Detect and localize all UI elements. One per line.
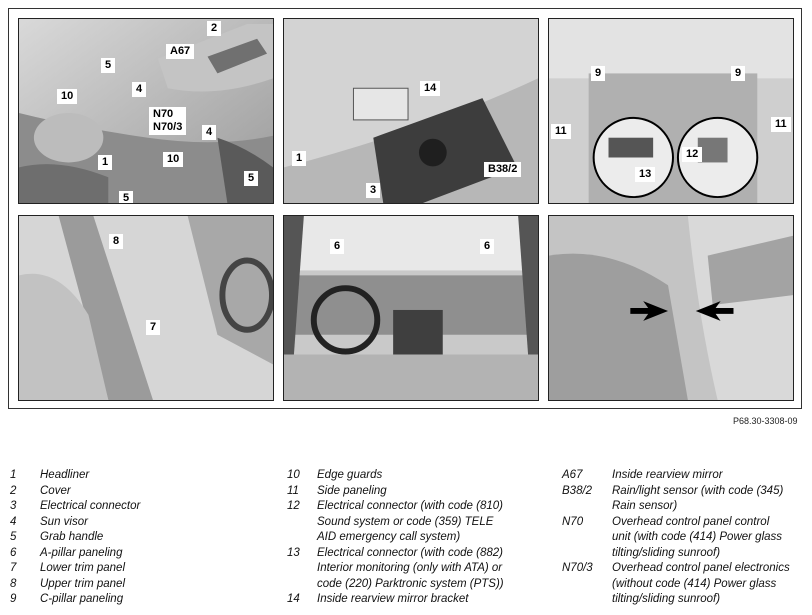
legend-item [10, 577, 260, 593]
legend-item-text: Electrical connector [40, 500, 141, 512]
photo-headliner-image [19, 19, 273, 203]
legend-column-3 [562, 468, 812, 608]
legend-column-1 [10, 468, 260, 608]
legend-item [287, 499, 552, 546]
callout-label: 5 [101, 58, 115, 73]
legend-item-number: 13 [287, 546, 300, 559]
legend-item-number: 10 [287, 469, 300, 481]
photo-trim-panels [18, 215, 274, 401]
legend-item-text: Headliner [40, 469, 90, 481]
legend-item-number: 6 [10, 546, 17, 559]
legend-item [562, 484, 812, 515]
photo-rear-pillars-image [549, 19, 793, 203]
callout-label: 11 [551, 124, 571, 139]
callout-label: 10 [163, 152, 183, 167]
callout-label: 5 [119, 191, 133, 204]
legend-item-number: 5 [10, 531, 17, 543]
callout-label: B38/2 [484, 162, 521, 177]
legend-item-text: C-pillar paneling [40, 593, 124, 605]
photo-mirror-bracket [283, 18, 539, 204]
photo-dashboard [283, 215, 539, 401]
legend-item-number: 3 [10, 500, 17, 512]
legend-item-number: 12 [287, 500, 300, 512]
legend-item-number: 9 [10, 593, 17, 605]
legend-item [287, 484, 552, 500]
legend-item-text: Sun visor [40, 515, 88, 528]
legend-item-number: N70/3 [562, 562, 593, 574]
legend-item [10, 515, 260, 531]
legend-item-number: N70 [562, 515, 584, 528]
callout-label: 3 [366, 183, 380, 198]
callout-label: 8 [109, 234, 123, 249]
photo-dashboard-image [284, 216, 538, 400]
legend-item-text: Grab handle [40, 531, 104, 543]
legend-item-number: 2 [10, 484, 17, 497]
callout-label: 9 [731, 66, 745, 81]
legend-item-text: Overhead control panel electronics (without code (414) Power glass tilting/sliding sunroof) [612, 562, 790, 605]
legend-item-number: 1 [10, 469, 17, 481]
callout-label: 13 [635, 167, 655, 182]
legend-item-number: B38/2 [562, 484, 593, 497]
photo-door-sill-image [549, 216, 793, 400]
legend-item-text: Edge guards [317, 469, 383, 481]
callout-label: 10 [57, 89, 77, 104]
legend-item [562, 515, 812, 562]
figure-code: P68.30-3308-09 [733, 416, 798, 426]
legend-item-text: Cover [40, 484, 71, 497]
legend-item [10, 499, 260, 515]
callout-label: 2 [207, 21, 221, 36]
legend-item [562, 561, 812, 608]
callout-label: 12 [682, 147, 702, 162]
callout-label: 4 [202, 125, 216, 140]
callout-label: 4 [132, 82, 146, 97]
legend-item [10, 484, 260, 500]
legend-item-text: Rain/light sensor (with code (345) Rain sensor) [612, 484, 784, 512]
callout-label: 6 [480, 239, 494, 254]
photo-headliner [18, 18, 274, 204]
legend-item-text: A-pillar paneling [40, 546, 123, 559]
legend-item-text: Electrical connector (with code (882) Interior monitoring (only with ATA) or code (220) Parktronic system (PTS)) [317, 546, 504, 590]
callout-label: 1 [98, 155, 112, 170]
legend-item [10, 530, 260, 546]
legend-item [10, 592, 260, 608]
callout-label: 1 [292, 151, 306, 166]
callout-label: N70 N70/3 [149, 107, 186, 135]
photo-door-sill [548, 215, 794, 401]
legend-item-number: 11 [287, 484, 299, 497]
legend-item [287, 468, 552, 484]
legend-item [287, 546, 552, 593]
photo-rear-pillars [548, 18, 794, 204]
legend-item-number: 7 [10, 562, 17, 574]
callout-label: 5 [244, 171, 258, 186]
legend-item-number: 8 [10, 577, 17, 590]
callout-label: 11 [771, 117, 791, 132]
callout-label: 9 [591, 66, 605, 81]
legend-item-text: Side paneling [317, 484, 387, 497]
legend-item-number: 4 [10, 515, 17, 528]
legend-item-number: 14 [287, 593, 300, 605]
callout-label: A67 [166, 44, 194, 59]
legend-item-number: A67 [562, 469, 583, 481]
legend-item [10, 546, 260, 562]
callout-label: 7 [146, 320, 160, 335]
legend-item-text: Inside rearview mirror [612, 469, 723, 481]
callout-label: 14 [420, 81, 440, 96]
legend-item [10, 468, 260, 484]
legend-item-text: Overhead control panel control unit (with code (414) Power glass tilting/sliding sunroof) [612, 515, 783, 559]
legend-item-text: Upper trim panel [40, 577, 126, 590]
legend-column-2 [287, 468, 552, 608]
callout-label: 6 [330, 239, 344, 254]
legend-item-text: Lower trim panel [40, 562, 126, 574]
legend-item [10, 561, 260, 577]
figure-frame [8, 8, 802, 409]
legend-item-text: Inside rearview mirror bracket [317, 593, 469, 605]
photo-trim-panels-image [19, 216, 273, 400]
legend-item [287, 592, 552, 608]
legend-item-text: Electrical connector (with code (810) Sound system or code (359) TELE AID emergency call system) [317, 500, 503, 543]
legend-item [562, 468, 812, 484]
